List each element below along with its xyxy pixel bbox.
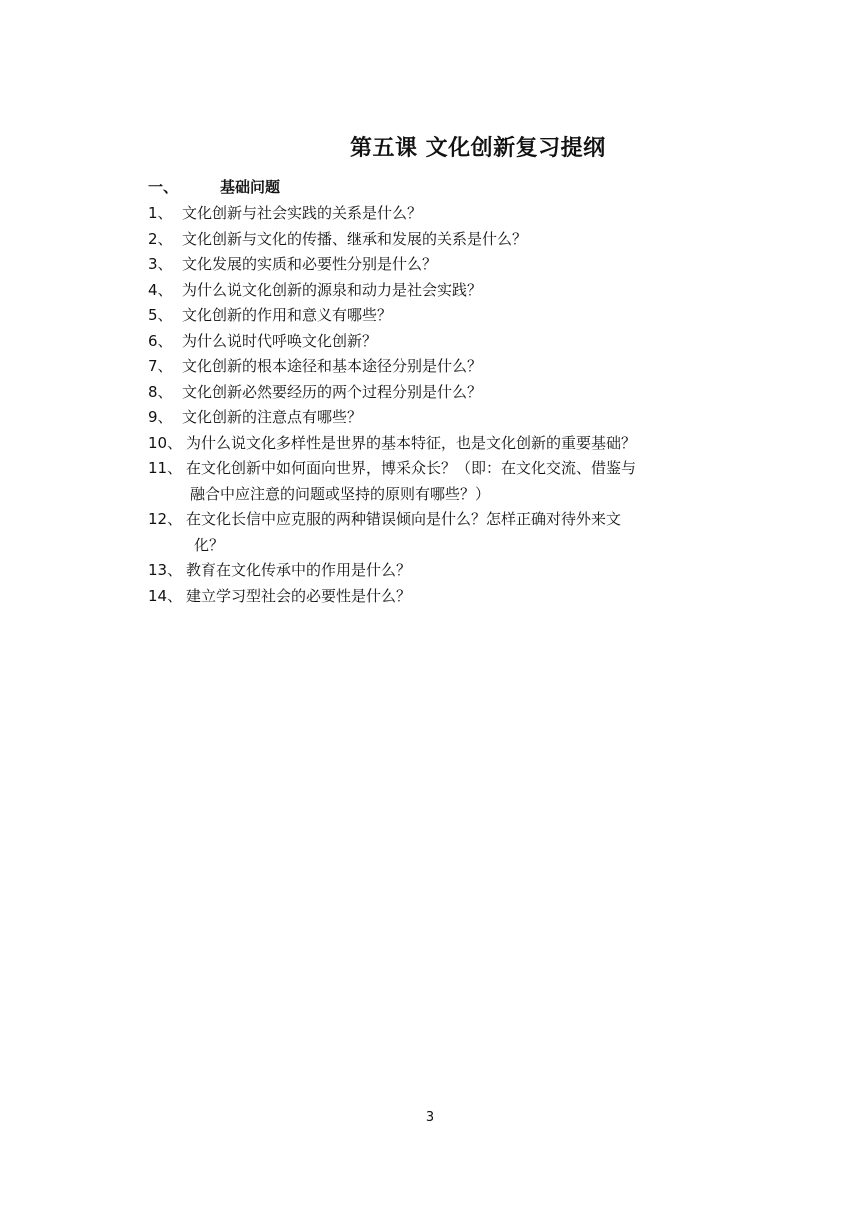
question-text: 文化创新的注意点有哪些？ bbox=[182, 408, 363, 426]
section-heading bbox=[148, 176, 280, 197]
list-item bbox=[148, 201, 728, 227]
question-number: 13、 bbox=[148, 561, 183, 579]
question-number: 3、 bbox=[148, 255, 173, 273]
list-item bbox=[148, 354, 728, 380]
question-text: 教育在文化传承中的作用是什么？ bbox=[186, 561, 412, 579]
question-number: 14、 bbox=[148, 586, 183, 605]
question-text: 文化创新的根本途径和基本途径分别是什么？ bbox=[182, 357, 483, 375]
question-number: 6、 bbox=[148, 331, 173, 350]
question-number: 11、 bbox=[148, 459, 183, 477]
list-item bbox=[148, 227, 728, 253]
question-text: 文化创新必然要经历的两个过程分别是什么？ bbox=[182, 382, 483, 401]
question-text-block bbox=[186, 507, 728, 558]
list-item bbox=[148, 507, 728, 558]
section-number: 一、 bbox=[148, 178, 179, 196]
question-text-block bbox=[186, 456, 728, 507]
question-text: 文化发展的实质和必要性分别是什么？ bbox=[182, 255, 438, 273]
question-text: 在文化创新中如何面向世界，博采众长？（即：在文化交流、借鉴与 bbox=[186, 459, 637, 477]
question-number: 4、 bbox=[148, 280, 173, 299]
question-text: 在文化长信中应克服的两种错误倾向是什么？怎样正确对待外来文 bbox=[186, 510, 622, 528]
list-item bbox=[148, 380, 728, 406]
list-item bbox=[148, 405, 728, 431]
question-list bbox=[148, 201, 728, 609]
question-number: 7、 bbox=[148, 357, 173, 375]
list-item bbox=[148, 252, 728, 278]
question-text-continued: 融合中应注意的问题或坚持的原则有哪些？） bbox=[190, 484, 491, 503]
question-text: 建立学习型社会的必要性是什么？ bbox=[186, 586, 412, 605]
list-item bbox=[148, 303, 728, 329]
page-number: 3 bbox=[425, 1110, 435, 1125]
question-number: 10、 bbox=[148, 433, 183, 452]
list-item bbox=[148, 456, 728, 507]
question-text: 文化创新的作用和意义有哪些？ bbox=[182, 306, 393, 324]
question-text: 文化创新与社会实践的关系是什么？ bbox=[182, 204, 423, 222]
question-text-continued: 化？ bbox=[194, 535, 225, 554]
question-text: 文化创新与文化的传播、继承和发展的关系是什么？ bbox=[182, 229, 528, 248]
list-item bbox=[148, 431, 728, 457]
list-item bbox=[148, 558, 728, 584]
question-text: 为什么说文化创新的源泉和动力是社会实践？ bbox=[182, 280, 483, 299]
question-text: 为什么说文化多样性是世界的基本特征，也是文化创新的重要基础？ bbox=[186, 433, 637, 452]
page-title: 第五课 文化创新复习提纲 bbox=[350, 136, 606, 161]
question-number: 5、 bbox=[148, 306, 173, 324]
question-number: 2、 bbox=[148, 229, 173, 248]
question-number: 12、 bbox=[148, 510, 183, 528]
question-number: 1、 bbox=[148, 204, 173, 222]
list-item bbox=[148, 329, 728, 355]
list-item bbox=[148, 584, 728, 610]
list-item bbox=[148, 278, 728, 304]
question-number: 9、 bbox=[148, 408, 173, 426]
section-title: 基础问题 bbox=[220, 178, 281, 196]
question-number: 8、 bbox=[148, 382, 173, 401]
question-text: 为什么说时代呼唤文化创新？ bbox=[182, 331, 378, 350]
